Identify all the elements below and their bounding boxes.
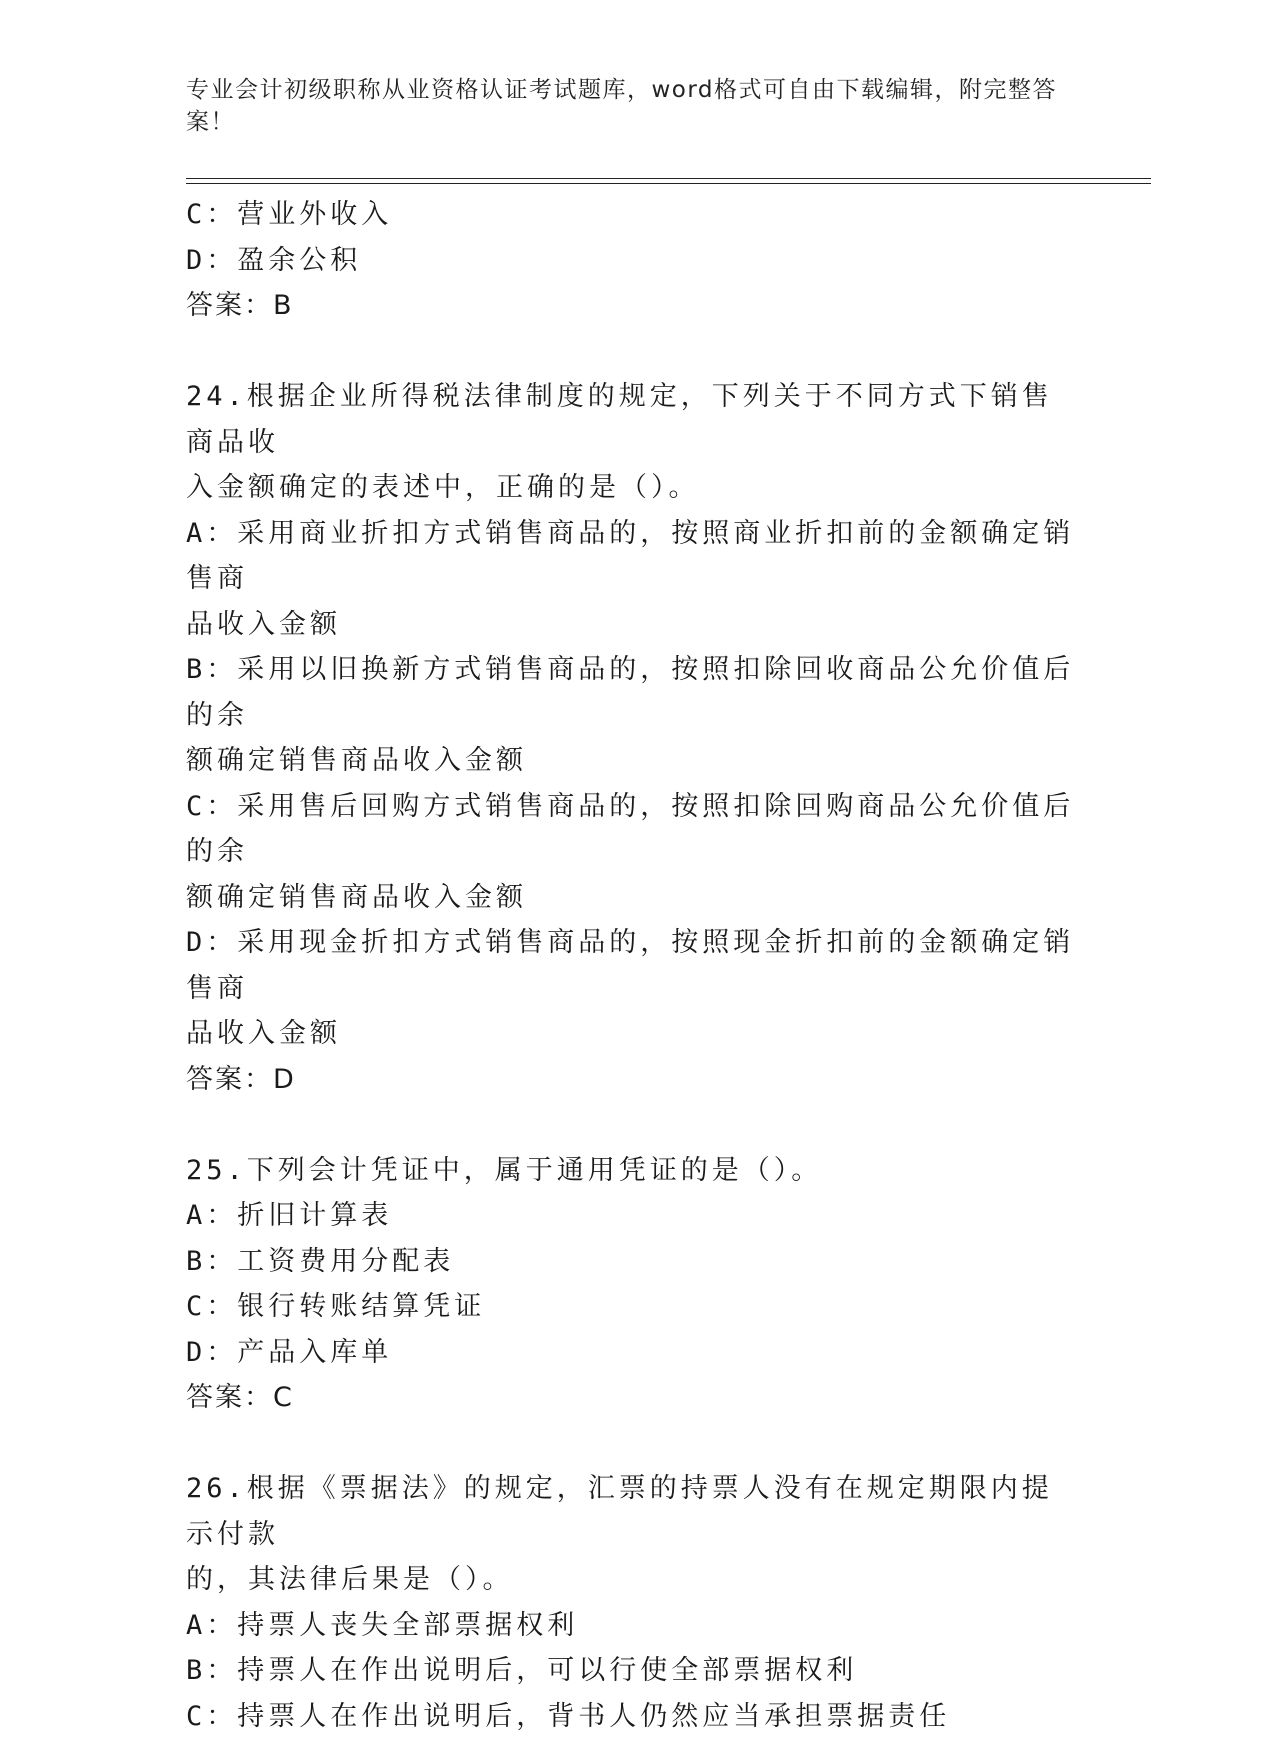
question-26 [186, 1466, 1076, 1739]
header-divider-top [186, 178, 1151, 179]
option-c: C：营业外收入 [186, 192, 1076, 238]
header-line-1: 专业会计初级职称从业资格认证考试题库，word格式可自由下载编辑，附完整答 [186, 74, 1066, 106]
option-d: D：产品入库单 [186, 1330, 1076, 1376]
spacer [186, 329, 1076, 375]
answer-text: 答案：D [186, 1057, 1076, 1103]
option-d: D：采用现金折扣方式销售商品的，按照现金折扣前的金额确定销售商 [186, 920, 1076, 1011]
option-a: A：采用商业折扣方式销售商品的，按照商业折扣前的金额确定销售商 [186, 511, 1076, 602]
option-c: C：银行转账结算凭证 [186, 1284, 1076, 1330]
page-header [186, 74, 1066, 138]
question-25 [186, 1148, 1076, 1421]
option-d: D：盈余公积 [186, 238, 1076, 284]
header-divider-bottom [186, 183, 1151, 184]
question-content [186, 192, 1076, 1739]
answer-text: 答案：B [186, 283, 1076, 329]
option-d-cont: 品收入金额 [186, 1011, 1076, 1057]
option-b: B：持票人在作出说明后，可以行使全部票据权利 [186, 1648, 1076, 1694]
option-b: B：工资费用分配表 [186, 1239, 1076, 1285]
question-stem: 26.根据《票据法》的规定，汇票的持票人没有在规定期限内提示付款 [186, 1466, 1076, 1557]
option-a: A：折旧计算表 [186, 1193, 1076, 1239]
prev-question [186, 192, 1076, 329]
answer-text: 答案：C [186, 1375, 1076, 1421]
option-c-cont: 额确定销售商品收入金额 [186, 875, 1076, 921]
option-a-cont: 品收入金额 [186, 602, 1076, 648]
option-b: B：采用以旧换新方式销售商品的，按照扣除回收商品公允价值后的余 [186, 647, 1076, 738]
spacer [186, 1102, 1076, 1148]
option-a: A：持票人丧失全部票据权利 [186, 1603, 1076, 1649]
question-stem-cont: 入金额确定的表述中，正确的是（）。 [186, 465, 1076, 511]
question-stem: 25.下列会计凭证中，属于通用凭证的是（）。 [186, 1148, 1076, 1194]
spacer [186, 1421, 1076, 1467]
header-line-2: 案！ [186, 106, 1066, 138]
question-24 [186, 374, 1076, 1102]
option-c: C：采用售后回购方式销售商品的，按照扣除回购商品公允价值后的余 [186, 784, 1076, 875]
option-b-cont: 额确定销售商品收入金额 [186, 738, 1076, 784]
question-stem-cont: 的，其法律后果是（）。 [186, 1557, 1076, 1603]
question-stem: 24.根据企业所得税法律制度的规定，下列关于不同方式下销售商品收 [186, 374, 1076, 465]
option-c: C：持票人在作出说明后，背书人仍然应当承担票据责任 [186, 1694, 1076, 1739]
